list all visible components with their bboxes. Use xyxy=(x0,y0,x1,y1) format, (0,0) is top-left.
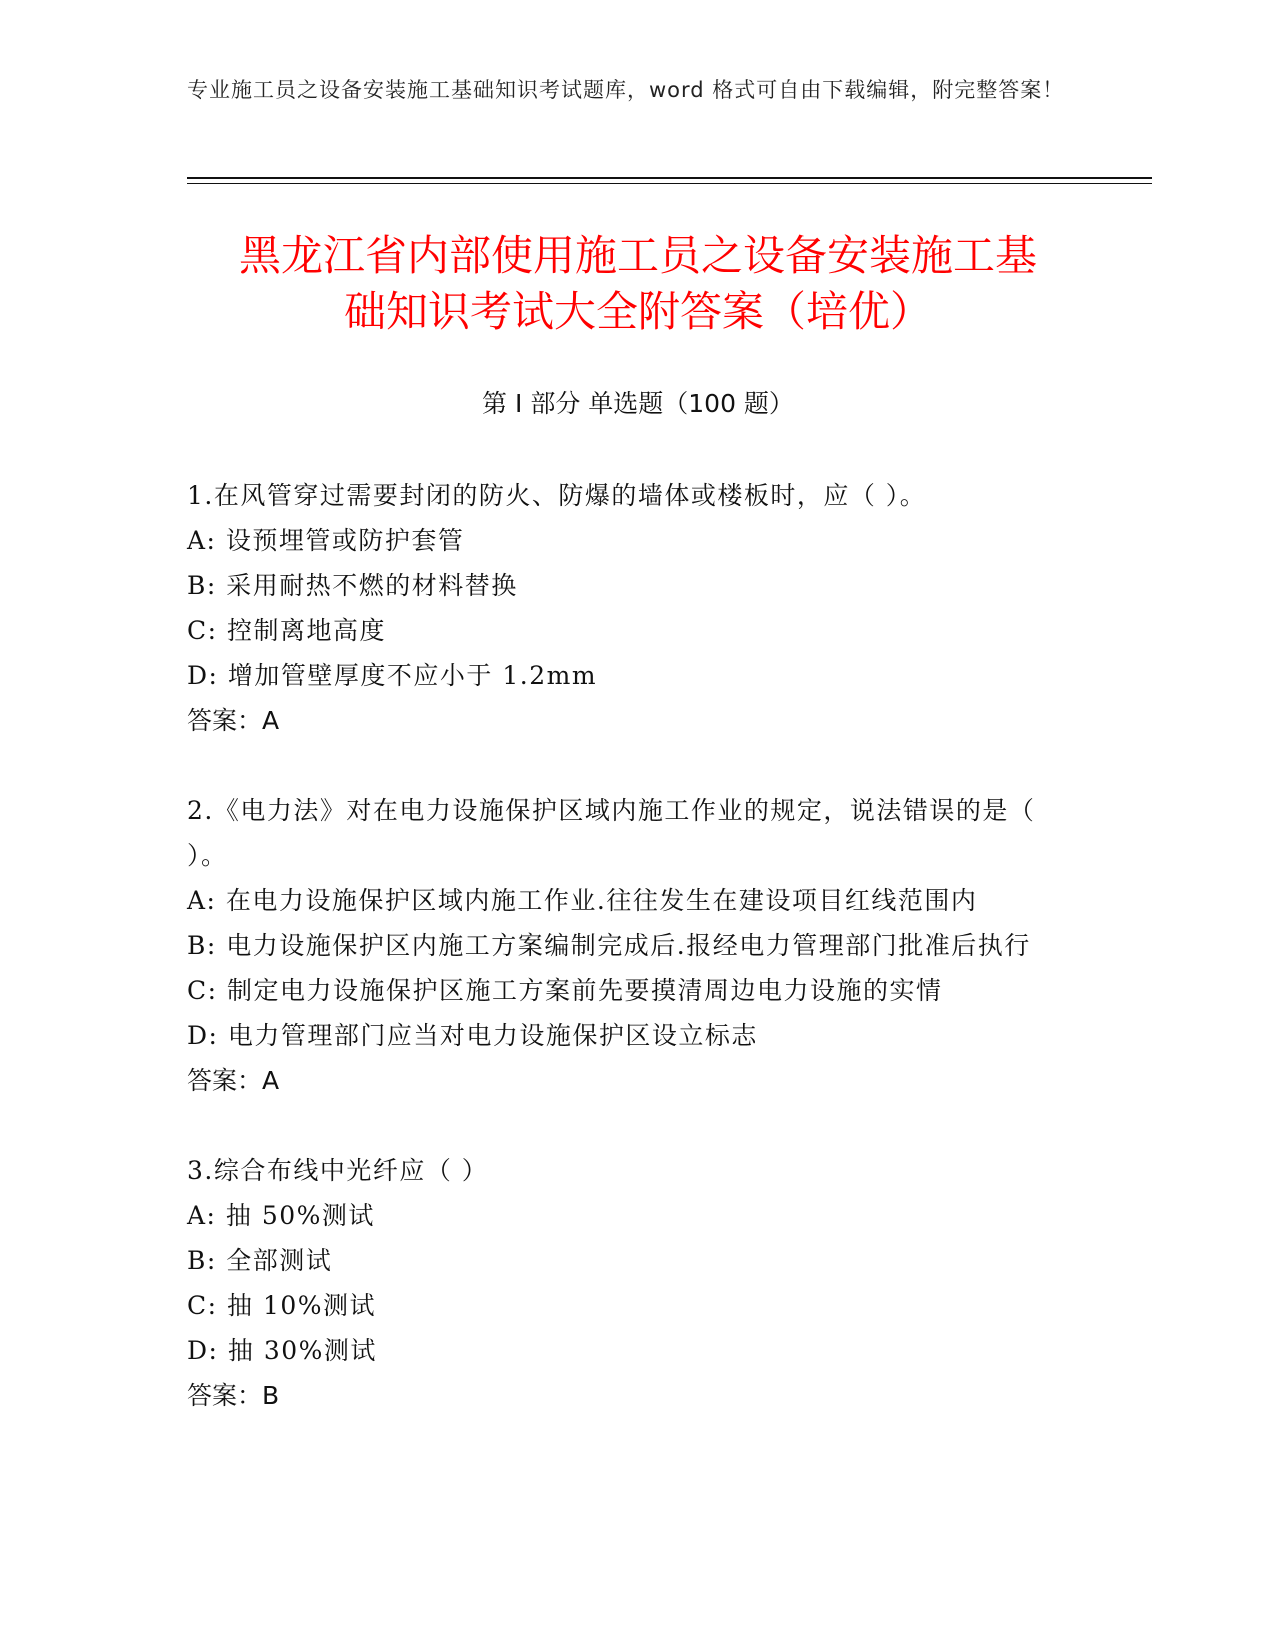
option-d: D: 抽 30%测试 xyxy=(187,1336,377,1365)
option-c: C: 抽 10%测试 xyxy=(187,1291,377,1320)
question-1 xyxy=(187,473,1067,743)
question-2 xyxy=(187,788,1067,1103)
option-b: B: 全部测试 xyxy=(187,1246,333,1275)
option-a: A: 在电力设施保护区域内施工作业.往往发生在建设项目红线范围内 xyxy=(187,886,978,915)
question-stem: 2.《电力法》对在电力设施保护区域内施工作业的规定，说法错误的是（ ）。 xyxy=(187,796,1036,870)
option-b: B: 采用耐热不燃的材料替换 xyxy=(187,571,518,600)
answer-label: 答案：B xyxy=(187,1381,280,1410)
option-a: A: 设预埋管或防护套管 xyxy=(187,526,465,555)
header-note: 专业施工员之设备安装施工基础知识考试题库，word 格式可自由下载编辑，附完整答案！ xyxy=(187,78,1065,102)
option-d: D: 增加管壁厚度不应小于 1.2mm xyxy=(187,661,598,690)
option-d: D: 电力管理部门应当对电力设施保护区设立标志 xyxy=(187,1021,758,1050)
option-c: C: 控制离地高度 xyxy=(187,616,386,645)
option-a: A: 抽 50%测试 xyxy=(187,1201,375,1230)
document-title xyxy=(187,228,1089,340)
section-heading: 第 I 部分 单选题（100 题） xyxy=(482,389,794,418)
option-b: B: 电力设施保护区内施工方案编制完成后.报经电力管理部门批准后执行 xyxy=(187,931,1031,960)
answer-label: 答案：A xyxy=(187,706,280,735)
answer-label: 答案：A xyxy=(187,1066,280,1095)
question-list xyxy=(187,473,1067,1463)
option-c: C: 制定电力设施保护区施工方案前先要摸清周边电力设施的实情 xyxy=(187,976,943,1005)
header-rule-thin xyxy=(187,183,1152,184)
question-stem: 1.在风管穿过需要封闭的防火、防爆的墙体或楼板时，应（ ）。 xyxy=(187,481,927,510)
question-stem: 3.综合布线中光纤应（ ） xyxy=(187,1156,489,1185)
document-title-line-1: 黑龙江省内部使用施工员之设备安装施工基 xyxy=(238,231,1037,280)
document-title-line-2: 础知识考试大全附答案（培优） xyxy=(343,287,932,336)
header-rule-thick xyxy=(187,177,1152,179)
question-3 xyxy=(187,1148,1067,1418)
